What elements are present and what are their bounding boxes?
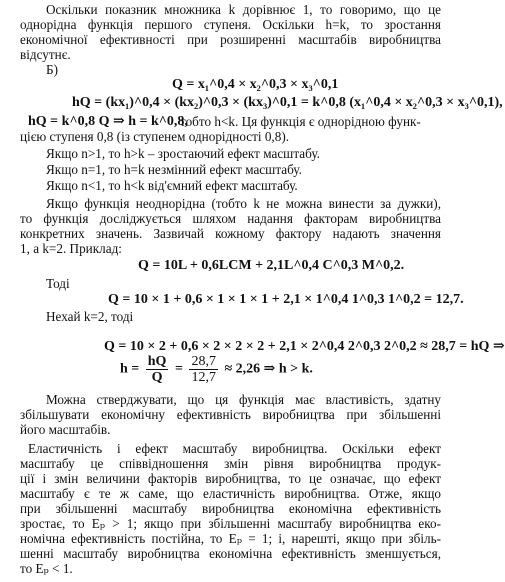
formula-b3-text: тобто h<k. Ця функція є однорідною функ- <box>180 114 421 129</box>
rule-increasing: Якщо n>1, то h>k – зростаючий ефект масштабу. <box>46 146 320 161</box>
fraction-1-denominator: Q <box>151 370 163 385</box>
formula-k1: Q = 10 × 1 + 0,6 × 1 × 1 × 1 + 2,1 × 1^0,4 1^0,3 1^0,2 = 12,7. <box>108 292 464 307</box>
inhomog-line-2: то функція досліджується шляхом надання факторам виробництва <box>20 211 441 226</box>
intro-line-1: Оскільки показник множника k дорівнює 1, то говоримо, що це <box>46 2 441 17</box>
rule-constant: Якщо n=1, то h=k незмінний ефект масштабу. <box>46 162 302 177</box>
formula-b3-continuation: цією ступеня 0,8 (із ступенем однорідності 0,8). <box>20 129 290 144</box>
formula-h-lhs: h = <box>120 361 140 377</box>
formula-b2: hQ = (kx₁)^0,4 × (kx₂)^0,3 × (kx₃)^0,1 = k^0,8 (x₁^0,4 × x₂^0,3 × x₃^0,1), <box>72 95 503 110</box>
inhomog-line-1: Якщо функція неоднорідна (тобто k не можна винести за дужки), <box>46 196 441 211</box>
inhomog-line-3: конкретних значень. Зазвичай кожному фактору надають значення <box>20 226 441 241</box>
intro-line-2: однорідна функція першого ступеня. Оскільки h=k, то зростання <box>20 17 441 32</box>
fraction-2-denominator: 12,7 <box>191 370 216 385</box>
elasticity-line-3: ції і змін величини факторів виробництва, то це означає, що ефект <box>20 471 441 486</box>
fraction-1-numerator: hQ <box>147 354 167 369</box>
intro-line-3: економічної ефективності при розширенні масштабів виробництва <box>20 32 441 47</box>
elasticity-line-6: зростає, то Eₚ > 1; якщо при збільшенні масштабу виробництва еко- <box>20 516 441 531</box>
section-b-label: Б) <box>46 62 58 77</box>
conclusion-line-1: Можна стверджувати, що ця функція має властивість, здатну <box>46 392 441 407</box>
elasticity-line-4: масштабу є те ж саме, що еластичність виробництва. Отже, якщо <box>20 486 441 501</box>
formula-k2: Q = 10 × 2 + 0,6 × 2 × 2 × 2 + 2,1 × 2^0,4 2^0,3 2^0,2 ≈ 28,7 = hQ ⇒ <box>104 339 505 354</box>
elasticity-line-8: шенні масштабу виробництва економічна ефективність зменшується, <box>20 546 441 561</box>
then-label: Тоді <box>46 276 70 291</box>
conclusion-line-3: його масштабів. <box>20 422 111 437</box>
intro-line-4: відсутнє. <box>20 47 71 62</box>
fraction-hq-over-q <box>146 354 169 385</box>
formula-h-equals: = <box>174 361 183 377</box>
elasticity-line-1: Еластичність і ефект масштабу виробництва. Оскільки ефект <box>28 441 441 456</box>
elasticity-line-2: масштабу це співвідношення змін рівня виробництва продук- <box>20 456 441 471</box>
let-k-label: Нехай k=2, тоді <box>46 309 134 324</box>
elasticity-line-5: при збільшенні масштабу виробництва економічна ефективність <box>20 501 441 516</box>
inhomog-line-4: 1, а k=2. Приклад: <box>20 241 122 256</box>
elasticity-line-7: номічна ефективність постійна, то Eₚ = 1; і, нарешті, якщо при збіль- <box>20 531 441 546</box>
formula-example: Q = 10L + 0,6LCM + 2,1L^0,4 C^0,3 M^0,2. <box>138 258 405 273</box>
formula-b3-math: hQ = k^0,8 Q ⇒ h = k^0,8, <box>28 114 188 129</box>
formula-h <box>120 354 313 385</box>
formula-h-rhs: ≈ 2,26 ⇒ h > k. <box>224 361 313 377</box>
fraction-2-numerator: 28,7 <box>191 354 216 369</box>
conclusion-line-2: збільшувати економічну ефективність виробництва при збільшенні <box>20 407 441 422</box>
fraction-numeric <box>189 354 218 385</box>
elasticity-line-9: то Eₚ < 1. <box>20 561 73 576</box>
rule-decreasing: Якщо n<1, то h<k від'ємний ефект масштабу. <box>46 178 298 193</box>
formula-b1: Q = x₁^0,4 × x₂^0,3 × x₃^0,1 <box>172 77 339 92</box>
